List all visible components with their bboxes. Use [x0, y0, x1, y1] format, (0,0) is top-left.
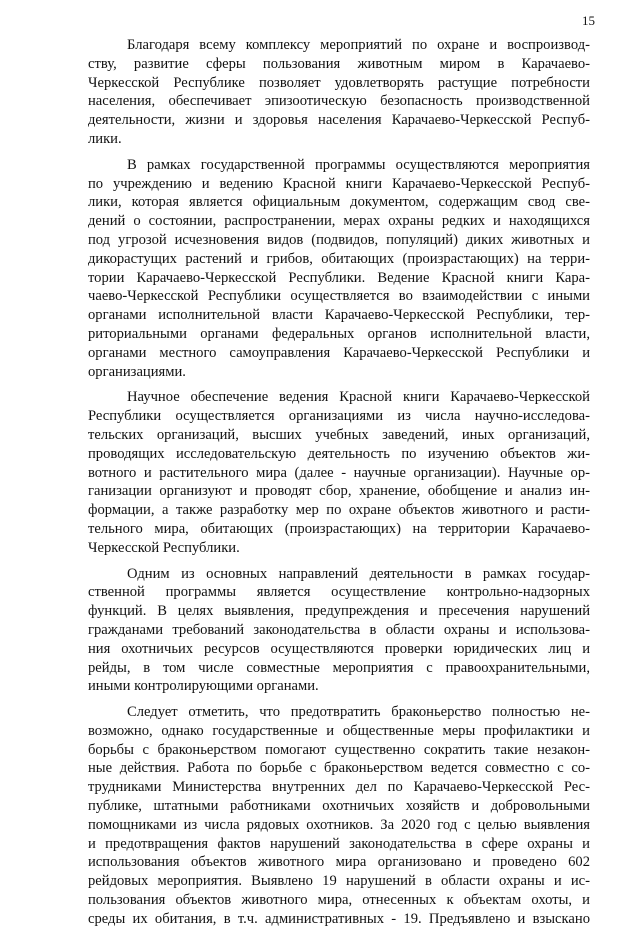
paragraph-list — [88, 36, 590, 929]
text-line: проводящих исследовательскую деятельность по изучению объектов жи- — [88, 445, 590, 462]
text-line: рейды, в том числе совместные мероприятия с правоохранительными, — [88, 659, 590, 676]
text-line: ственной программы является осуществление контрольно-надзорных — [88, 584, 590, 601]
page-number: 15 — [582, 13, 595, 28]
text-line: ния охотничьих ресурсов осуществляются проверки юридических лиц и — [88, 640, 590, 657]
text-line: населения, обеспечивает эпизоотическую безопасность производственной — [88, 93, 590, 110]
text-line: Научное обеспечение ведения Красной книги Карачаево-Черкесской — [127, 389, 590, 406]
text-line: гражданами требований законодательства в области охраны и использова- — [88, 621, 590, 638]
text-line: дикорастущих растений и грибов, обитающих (произрастающих) на терри- — [88, 250, 590, 267]
text-line: чаево-Черкесской Республики осуществляется во взаимодействии с иными — [88, 288, 590, 305]
paragraph-gap — [88, 558, 590, 565]
text-line: функций. В целях выявления, предупреждения и пресечения нарушений — [88, 603, 590, 620]
paragraph — [88, 388, 590, 557]
text-line: ству, развитие сферы пользования животным миром в Карачаево- — [88, 55, 590, 72]
text-line: и предотвращения фактов нарушений законодательства в сфере охраны и — [88, 835, 590, 852]
text-line: помощниками из числа рядовых охотников. За 2020 год с целью выявления — [88, 816, 590, 833]
paragraph — [88, 36, 590, 149]
text-line: пользования объектов животного мира, отнесенных к объектам охоты, и — [88, 892, 590, 909]
text-line: публике, штатными работниками охотничьих хозяйств и добровольными — [88, 798, 590, 815]
text-line: рейдовых мероприятия. Выявлено 19 нарушений в области охраны и ис- — [88, 873, 590, 890]
text-line: лики. — [88, 130, 122, 147]
text-line: под угрозой исчезновения видов (подвидов, популяций) диких животных и — [88, 231, 590, 248]
text-line: вотного и растительного мира (далее - научные организации). Научные ор- — [88, 464, 590, 481]
paragraph — [88, 565, 590, 697]
text-line: использования объектов животного мира организовано и проведено 602 — [88, 854, 590, 871]
text-line: ные действия. Работа по борьбе с браконьерством ведется совместно с со- — [88, 760, 590, 777]
text-line: Следует отметить, что предотвратить браконьерство полностью не- — [127, 704, 590, 721]
text-line: Черкесской Республике позволяет удовлетворять растущие потребности — [88, 74, 590, 91]
text-line: возможно, однако государственные и общественные меры профилактики и — [88, 722, 590, 739]
text-line: организациями. — [88, 363, 186, 380]
text-line: среды их обитания, в т.ч. административных - 19. Предъявлено и взыскано — [88, 910, 590, 927]
text-line: тории Карачаево-Черкесской Республики. Ведение Красной книги Кара- — [88, 269, 590, 286]
paragraph — [88, 156, 590, 382]
text-line: В рамках государственной программы осуществляются мероприятия — [127, 156, 590, 173]
text-line: риториальными органами федеральных органов исполнительной власти, — [88, 325, 590, 342]
text-line: по учреждению и ведению Красной книги Карачаево-Черкесской Респуб- — [88, 175, 590, 192]
text-line: Черкесской Республики. — [88, 539, 240, 556]
paragraph-gap — [88, 381, 590, 388]
text-line: дений о состоянии, распространении, мерах охраны редких и находящихся — [88, 213, 590, 230]
document-body — [88, 36, 590, 929]
text-line: тельного мира, обитающих (произрастающих) на территории Карачаево- — [88, 520, 590, 537]
text-line: ганизации организуют и проводят сбор, хранение, обобщение и анализ ин- — [88, 483, 590, 500]
paragraph — [88, 703, 590, 929]
paragraph-gap — [88, 696, 590, 703]
text-line: органами местного самоуправления Карачаево-Черкесской Республики и — [88, 344, 590, 361]
paragraph-gap — [88, 149, 590, 156]
text-line: органами исполнительной власти Карачаево-Черкесской Республики, тер- — [88, 307, 590, 324]
text-line: лики, которая является официальным документом, содержащим свод све- — [88, 194, 590, 211]
text-line: тельских организаций, высших учебных заведений, иных организаций, — [88, 426, 590, 443]
text-line: иными контролирующими органами. — [88, 678, 319, 695]
text-line: Благодаря всему комплексу мероприятий по охране и воспроизвод- — [127, 37, 590, 53]
text-line: формации, а также разработку мер по охране объектов животного и расти- — [88, 502, 590, 519]
text-line: деятельности, жизни и здоровья населения Карачаево-Черкесской Респуб- — [88, 112, 590, 129]
text-line: трудниками Министерства внутренних дел по Карачаево-Черкесской Рес- — [88, 779, 590, 796]
text-line: Одним из основных направлений деятельности в рамках государ- — [127, 565, 590, 582]
text-line: Республики осуществляется организациями из числа научно-исследова- — [88, 408, 590, 425]
text-line: борьбы с браконьерством помогают существенно сократить такие незакон- — [88, 741, 590, 758]
